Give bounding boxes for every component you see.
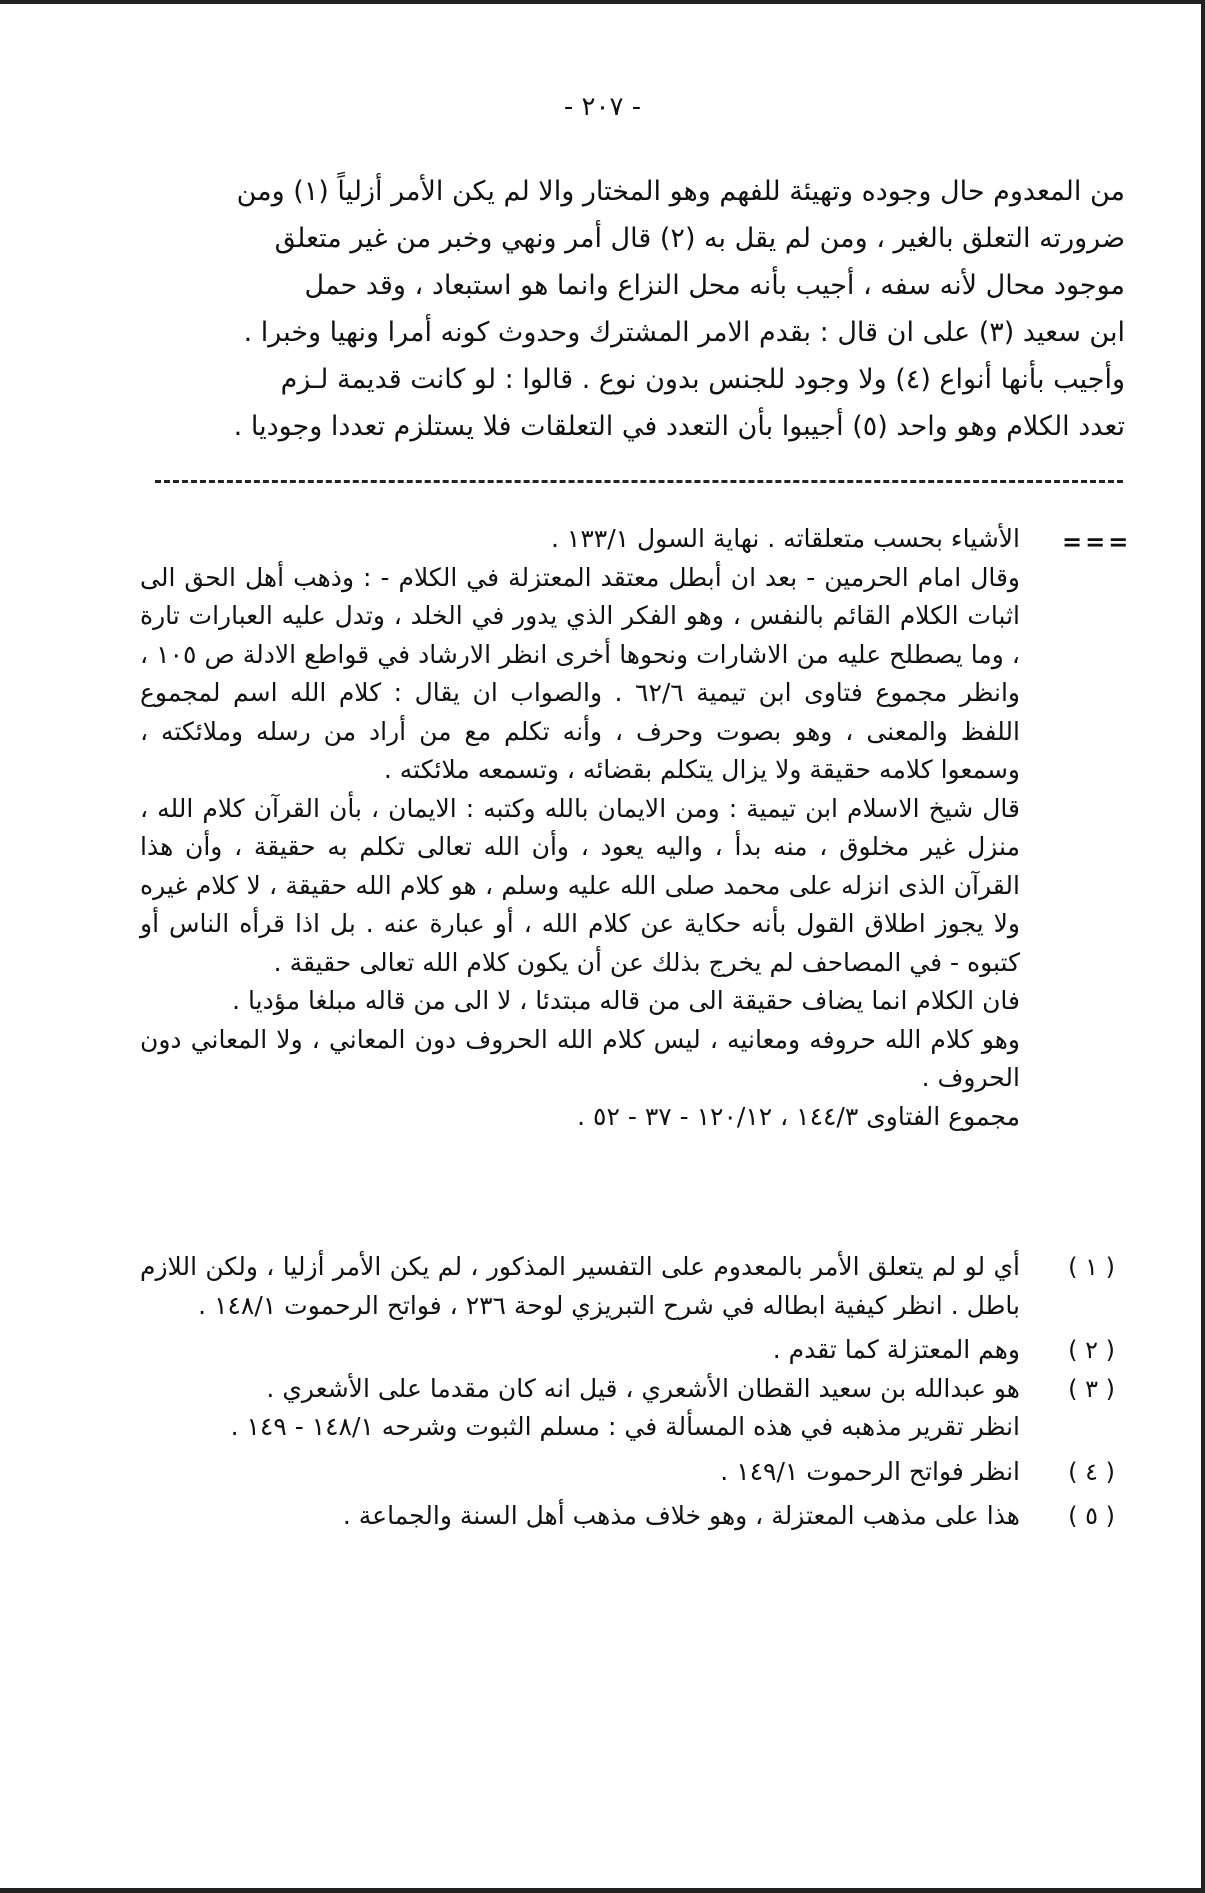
main-line: موجود محال لأنه سفه ، أجيب بأنه محل النزاع وانما هو استبعاد ، وقد حمل [304, 270, 1125, 301]
footnote-3 [140, 1370, 1115, 1447]
main-line: ضرورته التعلق بالغير ، ومن لم يقل به (٢) قال أمر ونهي وخبر من غير متعلق [274, 223, 1125, 254]
footnote-1 [140, 1248, 1115, 1325]
footnote-5 [140, 1497, 1115, 1536]
note-paragraph: قال شيخ الاسلام ابن تيمية : ومن الايمان بالله وكتبه : الايمان ، بأن القرآن كلام الله ، منزل غير مخلوق ، منه بدأ ، واليه يعود ، وأن الله تعالى تكلم به حقيقة ، وأن هذا القرآن الذى انزله على محمد صلى الله عليه وسلم ، هو كلام الله حقيقة ، لا كلام غيره ولا يجوز اطلاق القول بأنه حكاية عن كلام الله ، أو عبارة عنه . بل اذا قرأه الناس أو كتبوه - في المصاحف لم يخرج بذلك عن أن يكون كلام الله تعالى حقيقة . [140, 793, 1020, 977]
footnote-text [140, 1248, 1020, 1325]
footnote-line: هذا على مذهب المعتزلة ، وهو خلاف مذهب أهل السنة والجماعة . [342, 1501, 1020, 1530]
scan-edge-right [1201, 0, 1205, 1893]
footnote-line: انظر تقرير مذهبه في هذه المسألة في : مسلم الثبوت وشرحه ١٤٨/١ - ١٤٩ . [230, 1412, 1020, 1441]
page-number: - ٢٠٧ - [563, 92, 642, 122]
main-line: ابن سعيد (٣) على ان قال : بقدم الامر المشترك وحدوث كونه أمرا ونهيا وخبرا . [243, 317, 1125, 348]
footnote-number: ( ١ ) [1068, 1253, 1115, 1281]
footnote-line: أي لو لم يتعلق الأمر بالمعدوم على التفسير المذكور ، لم يكن الأمر أزليا ، ولكن اللازم باطل . انظر كيفية ابطاله في شرح التبريزي لوحة ٢٣٦ ، فواتح الرحموت ١٤٨/١ . [140, 1252, 1020, 1320]
main-line: من المعدوم حال وجوده وتهيئة للفهم وهو المختار والا لم يكن الأمر أزلياً (١) ومن [236, 176, 1125, 207]
note-paragraph: وهو كلام الله حروفه ومعانيه ، ليس كلام الله الحروف دون المعاني ، ولا المعاني دون الحروف . [140, 1024, 1020, 1092]
footnote-4 [140, 1453, 1115, 1492]
main-text [150, 168, 1125, 450]
note-paragraph: وقال امام الحرمين - بعد ان أبطل معتقد المعتزلة في الكلام - : وذهب أهل الحق الى اثبات الكلام القائم بالنفس ، وهو الفكر الذي يدور في الخلد ، وتدل عليه العبارات تارة ، وما يصطلح عليه من الاشارات ونحوها أخرى انظر الارشاد في قواطع الادلة ص ١٠٥ ، وانظر مجموع فتاوى ابن تيمية ٦٢/٦ . والصواب ان يقال : كلام الله اسم لمجموع اللفظ والمعنى ، وهو بصوت وحرف ، وأنه تكلم مع من أراد من رسله وملائكته ، وسمعوا كلامه حقيقة ولا يزال يتكلم بقضائه ، وتسمعه ملائكته . [140, 562, 1021, 784]
footnote-divider [155, 480, 1123, 483]
note-paragraph: الأشياء بحسب متعلقاته . نهاية السول ١٣٣/١ . [551, 524, 1020, 553]
continuation-marker: === [1062, 528, 1132, 556]
footnote-line: هو عبدالله بن سعيد القطان الأشعري ، قيل انه كان مقدما على الأشعري . [266, 1373, 1020, 1403]
footnote-number: ( ٤ ) [1068, 1457, 1115, 1486]
footnote-number: ( ٢ ) [1068, 1336, 1115, 1364]
footnote-number: ( ٥ ) [1068, 1502, 1115, 1530]
note-paragraph: فان الكلام انما يضاف حقيقة الى من قاله مبتدئا ، لا الى من قاله مبلغا مؤديا . [232, 986, 1020, 1015]
footnote-2 [140, 1331, 1115, 1370]
footnote-text [140, 1331, 1020, 1370]
main-line: وأجيب بأنها أنواع (٤) ولا وجود للجنس بدون نوع . قالوا : لو كانت قديمة لـزم [280, 364, 1125, 395]
main-line: تعدد الكلام وهو واحد (٥) أجيبوا بأن التعدد في التعلقات فلا يستلزم تعددا وجوديا . [233, 411, 1125, 442]
footnote-text [140, 1370, 1020, 1447]
footnotes [140, 1248, 1115, 1536]
footnote-line: وهم المعتزلة كما تقدم . [772, 1335, 1020, 1364]
footnote-text [140, 1497, 1020, 1536]
scan-edge-top [0, 0, 1205, 4]
footnote-number: ( ٣ ) [1068, 1374, 1115, 1403]
note-paragraph: مجموع الفتاوى ١٤٤/٣ ، ١٢٠/١٢ - ٣٧ - ٥٢ . [577, 1101, 1020, 1131]
footnote-text [140, 1453, 1020, 1492]
scan-edge-bottom [0, 1888, 1205, 1893]
continued-footnote [140, 520, 1020, 1136]
footnote-line: انظر فواتح الرحموت ١٤٩/١ . [720, 1456, 1020, 1486]
